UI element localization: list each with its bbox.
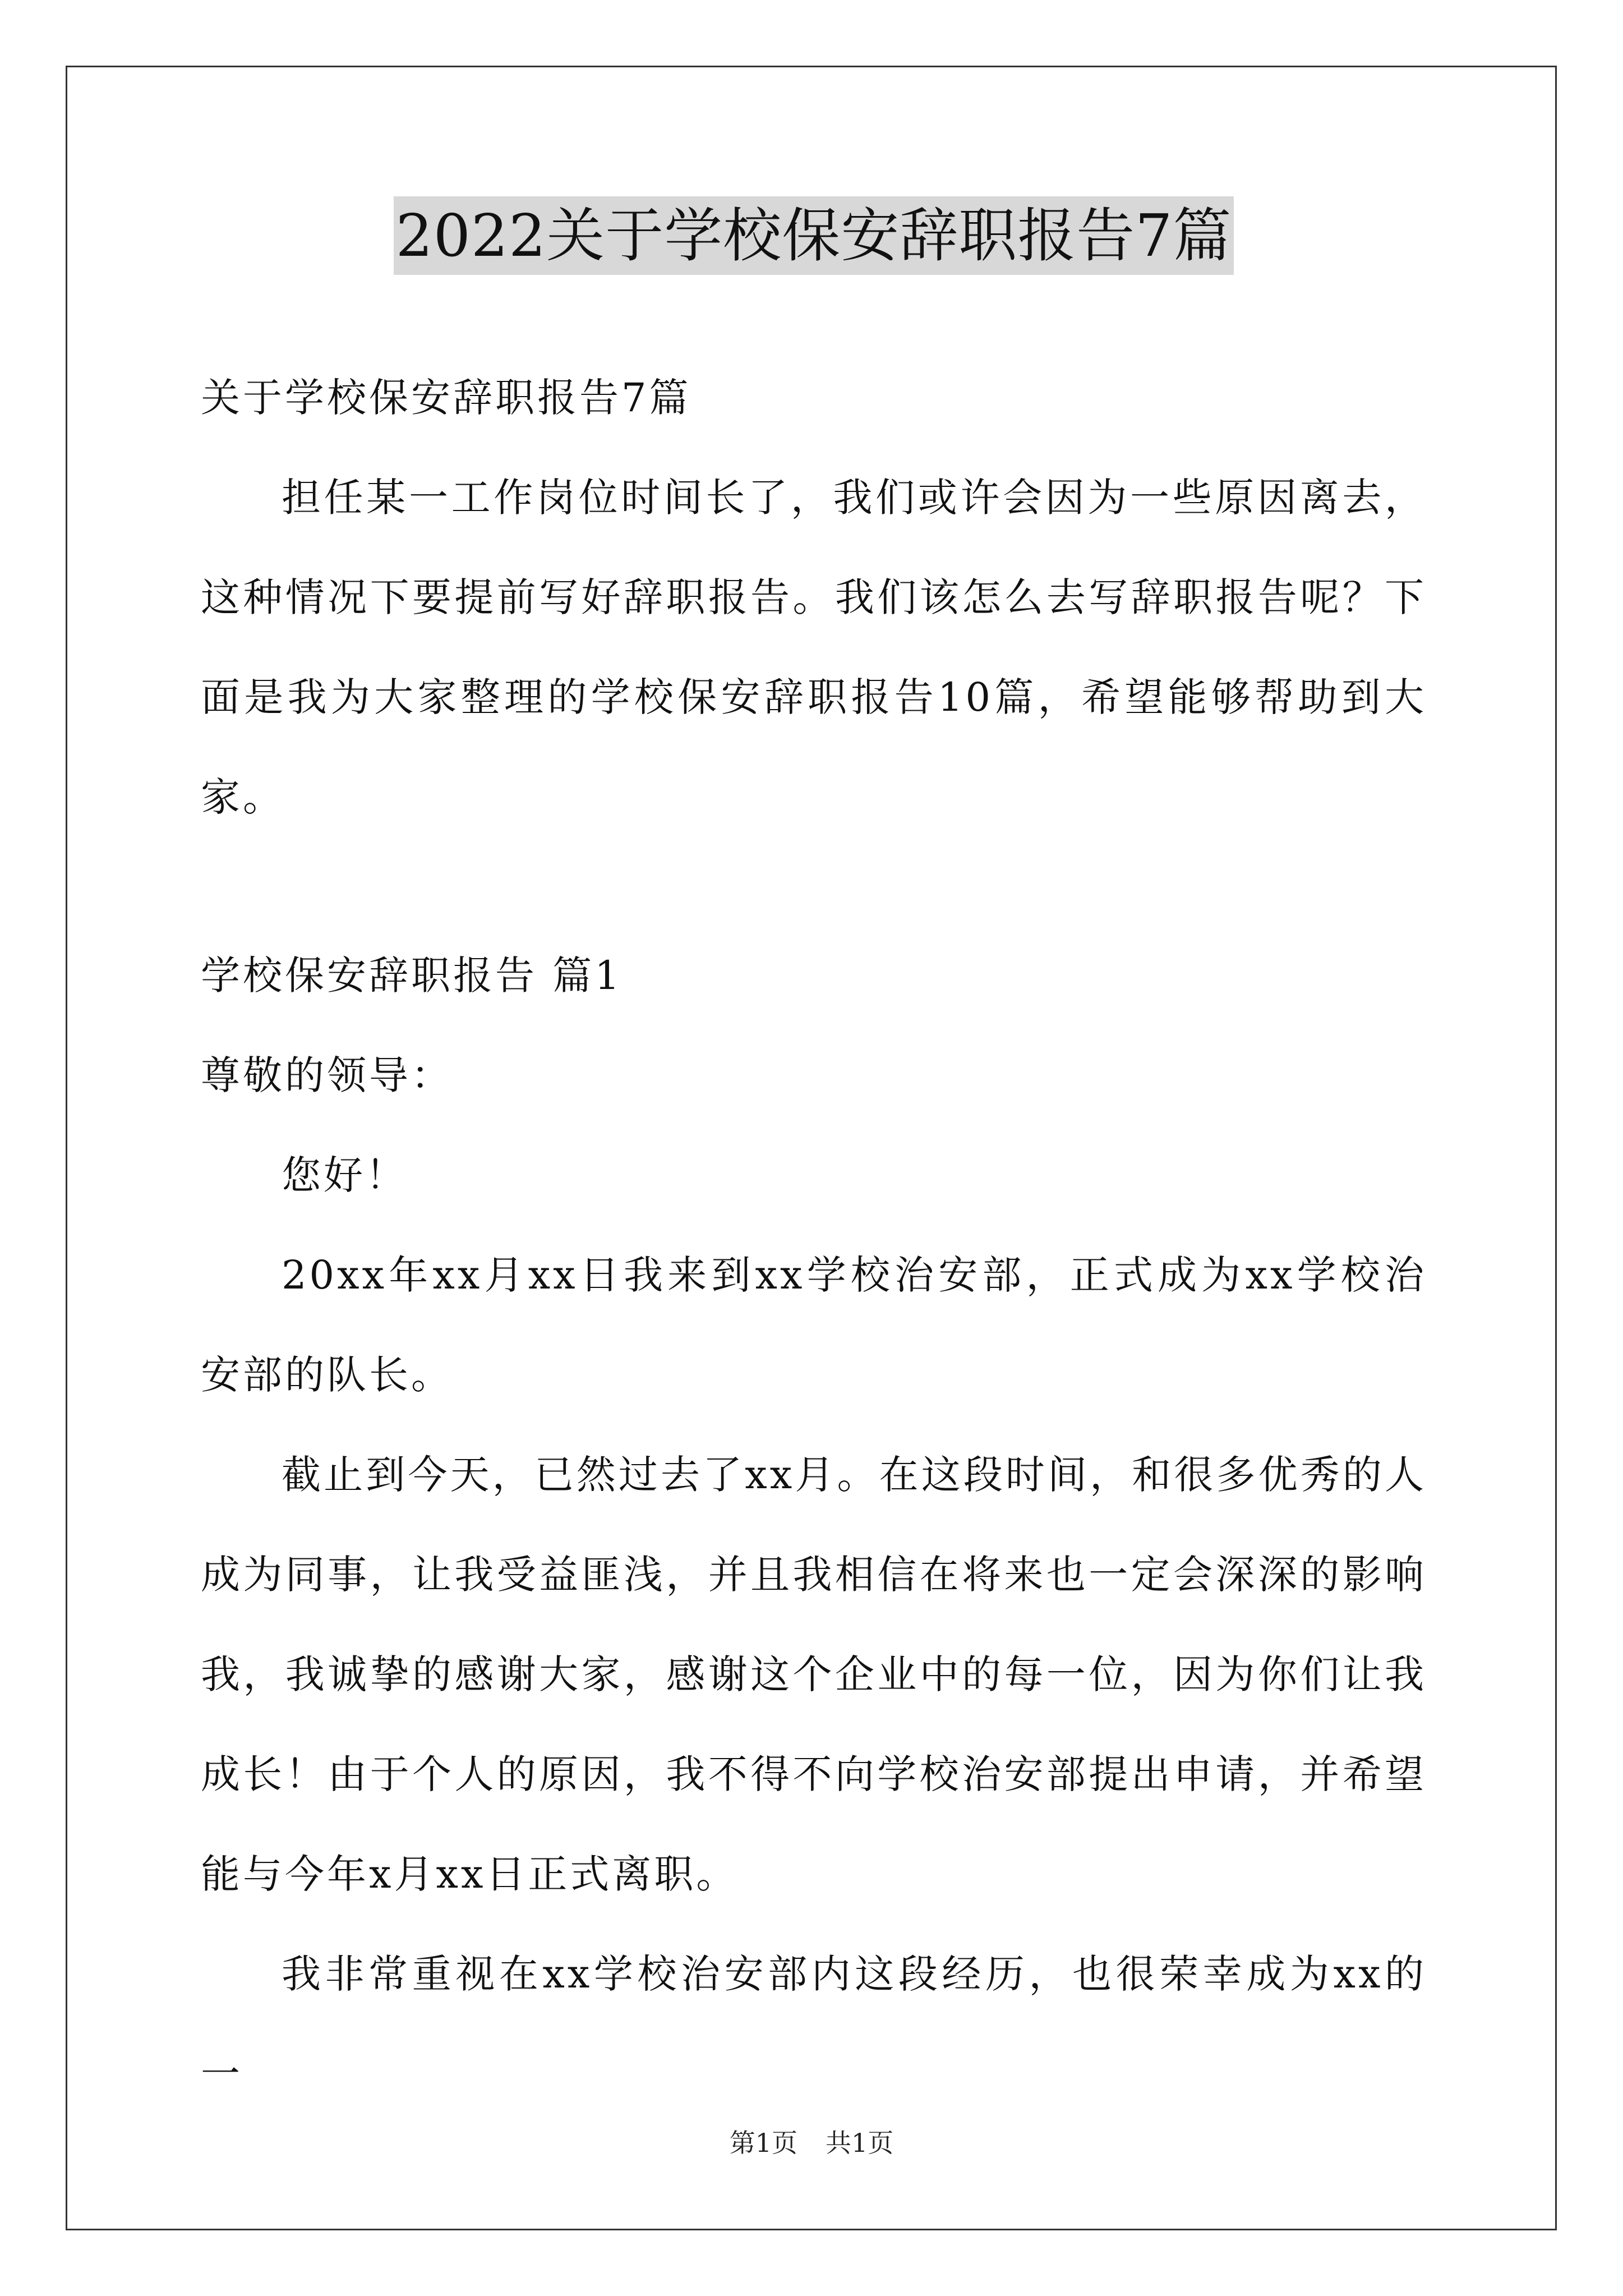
page-number-total: 共1页	[826, 2128, 894, 2158]
page-footer	[0, 2126, 1623, 2160]
document-subtitle: 关于学校保安辞职报告7篇	[201, 375, 691, 421]
title-container	[201, 196, 1427, 275]
intro-paragraph: 担任某一工作岗位时间长了，我们或许会因为一些原因离去，这种情况下要提前写好辞职报告。我们该怎么去写辞职报告呢？下面是我为大家整理的学校保安辞职报告10篇，希望能够帮助到大家。	[201, 475, 1427, 820]
body-paragraph: 20xx年xx月xx日我来到xx学校治安部，正式成为xx学校治安部的队长。	[201, 1252, 1427, 1398]
body-paragraph: 我非常重视在xx学校治安部内这段经历，也很荣幸成为xx的一	[201, 1951, 1427, 2097]
body-paragraph: 截止到今天，已然过去了xx月。在这段时间，和很多优秀的人成为同事，让我受益匪浅，并且我相信在将来也一定会深深的影响我，我诚挚的感谢大家，感谢这个企业中的每一位，因为你们让我成长！由于个人的原因，我不得不向学校治安部提出申请，并希望能与今年x月xx日正式离职。	[201, 1452, 1427, 1897]
section-heading: 学校保安辞职报告 篇1	[201, 953, 623, 999]
document-title: 2022关于学校保安辞职报告7篇	[394, 196, 1234, 275]
salutation: 尊敬的领导：	[201, 1052, 453, 1098]
greeting: 您好！	[282, 1152, 408, 1198]
document-body	[201, 196, 1427, 2124]
page-number-current: 第1页	[729, 2128, 797, 2158]
